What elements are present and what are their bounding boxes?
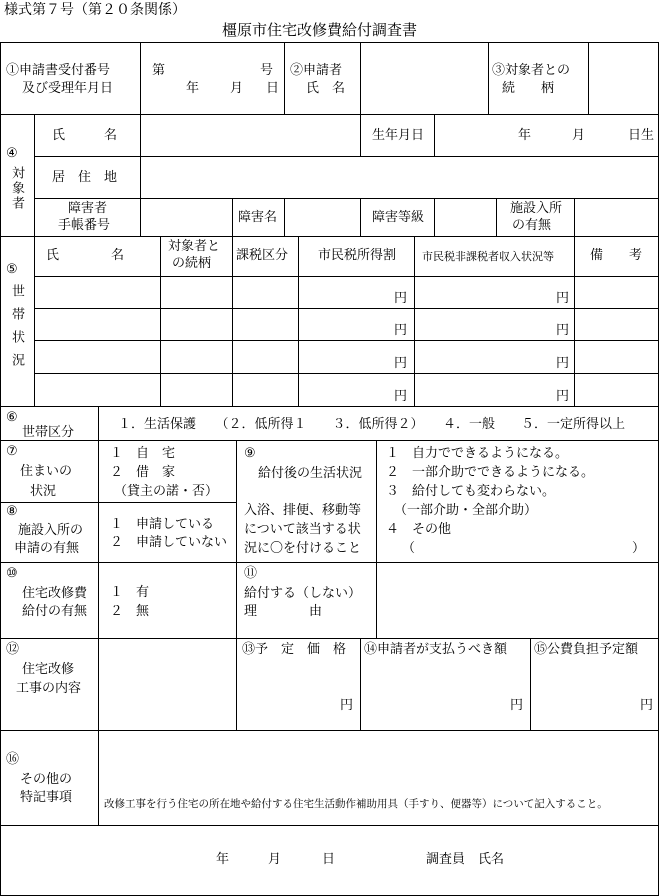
yen-unit: 円 xyxy=(556,291,570,306)
divider xyxy=(160,236,161,406)
app-no-label: 及び受理年月日 xyxy=(22,81,114,96)
pay-label: ⑭申請者が支払うべき額 xyxy=(364,642,508,657)
reason-label: 理 由 xyxy=(244,604,323,619)
divider xyxy=(34,156,659,157)
divider xyxy=(0,114,659,115)
yen-unit: 円 xyxy=(556,323,570,338)
divider xyxy=(98,562,99,638)
section-label: 対象者 xyxy=(9,166,24,211)
living-option: ２ 一部介助でできるようになる。 xyxy=(386,465,595,480)
divider xyxy=(34,198,659,199)
facility-label: の有無 xyxy=(512,218,552,233)
divider xyxy=(360,42,361,114)
col-name: 氏 名 xyxy=(46,248,125,263)
divider xyxy=(34,276,659,277)
divider xyxy=(34,373,659,374)
divider xyxy=(236,638,237,730)
go-label: 号 xyxy=(260,63,274,78)
day-label: 日 xyxy=(266,81,280,96)
public-label: ⑮公費負担予定額 xyxy=(534,642,639,657)
category-label: 世帯区分 xyxy=(22,425,75,440)
yen-unit: 円 xyxy=(394,389,408,404)
name-label: 氏 名 xyxy=(52,128,118,143)
divider xyxy=(496,198,497,236)
divider xyxy=(34,114,35,236)
notes-label: その他の xyxy=(20,772,73,787)
residence-option: ２ 借 家 xyxy=(110,465,176,480)
section-number: ⑤ xyxy=(6,262,18,277)
section-number: ⑨ xyxy=(244,446,256,461)
divider xyxy=(236,562,237,638)
dob-year: 年 xyxy=(518,128,532,143)
dob-month: 月 xyxy=(572,128,586,143)
living-note: 入浴、排便、移動等 xyxy=(244,503,362,518)
living-label: 給付後の生活状況 xyxy=(258,466,363,481)
handbook-label: 障害者 xyxy=(68,201,108,216)
divider xyxy=(0,502,236,503)
yen-unit: 円 xyxy=(510,698,524,713)
section-number: ④ xyxy=(6,146,18,161)
divider xyxy=(414,236,415,406)
divider xyxy=(0,236,659,237)
living-option: （一部介助・全部介助） xyxy=(394,503,538,518)
applicant-label: ②申請者 xyxy=(290,63,343,78)
yen-unit: 円 xyxy=(394,291,408,306)
col-note: 備 考 xyxy=(590,248,643,263)
prior-option: ２ 無 xyxy=(110,604,150,619)
frame-top xyxy=(0,42,659,43)
yen-unit: 円 xyxy=(556,389,570,404)
prior-label: 給付の有無 xyxy=(22,604,88,619)
category-options: １．生活保護 （２．低所得１ ３．低所得２） ４．一般 ５．一定所得以上 xyxy=(118,417,626,432)
handbook-label: 手帳番号 xyxy=(58,218,111,233)
living-note: について該当する状 xyxy=(244,522,361,537)
divider xyxy=(236,440,237,562)
section-number: ⑫ xyxy=(6,642,20,657)
yen-unit: 円 xyxy=(340,698,354,713)
paren-right: ） xyxy=(632,541,646,556)
divider xyxy=(98,638,99,730)
yen-unit: 円 xyxy=(556,356,570,371)
divider xyxy=(284,42,285,114)
divider xyxy=(360,198,361,236)
disability-name-label: 障害名 xyxy=(238,210,278,225)
divider xyxy=(588,42,589,114)
col-income: 市民税所得割 xyxy=(318,248,397,263)
col-relationship: の続柄 xyxy=(172,256,212,271)
paren-left: （ xyxy=(402,541,416,556)
applicant-label: 氏 名 xyxy=(306,81,346,96)
yen-unit: 円 xyxy=(640,698,654,713)
divider xyxy=(530,638,531,730)
dai-label: 第 xyxy=(152,63,166,78)
section-number: ⑯ xyxy=(6,752,20,767)
divider xyxy=(232,236,233,406)
facility-app-label: 施設入所の xyxy=(18,523,84,538)
footer-month: 月 xyxy=(268,852,282,867)
work-label: 住宅改修 xyxy=(22,662,75,677)
section-number: ⑧ xyxy=(6,504,18,519)
work-label: 工事の内容 xyxy=(16,681,82,696)
divider xyxy=(34,236,35,406)
section-number: ⑩ xyxy=(6,566,18,581)
col-tax: 課税区分 xyxy=(236,248,289,263)
divider xyxy=(34,308,659,309)
yen-unit: 円 xyxy=(394,356,408,371)
form-number: 様式第７号（第２０条関係） xyxy=(4,2,186,18)
section-label: 世帯状況 xyxy=(9,284,24,376)
address-label: 居 住 地 xyxy=(52,170,118,185)
living-note: 況に〇を付けること xyxy=(244,541,362,556)
disability-grade-label: 障害等級 xyxy=(372,210,425,225)
section-number: ⑦ xyxy=(6,444,18,459)
divider xyxy=(298,236,299,406)
residence-label: 住まいの xyxy=(20,464,73,479)
facility-app-option: １ 申請している xyxy=(110,517,215,532)
facility-app-option: ２ 申請していない xyxy=(110,535,228,550)
app-no-label: ①申請書受付番号 xyxy=(6,63,111,78)
divider xyxy=(34,340,659,341)
divider xyxy=(98,730,99,825)
price-label: ⑬予 定 価 格 xyxy=(242,642,347,657)
form-title: 橿原市住宅改修費給付調査書 xyxy=(222,21,418,39)
footer-day: 日 xyxy=(322,852,336,867)
living-option: ３ 給付しても変わらない。 xyxy=(386,484,556,499)
dob-label: 生年月日 xyxy=(372,128,425,143)
divider xyxy=(98,440,99,562)
divider xyxy=(360,114,361,156)
divider xyxy=(140,114,141,236)
residence-option: （貸主の諾・否） xyxy=(114,484,219,499)
inspector-label: 調査員 氏名 xyxy=(426,852,505,867)
col-relationship: 対象者と xyxy=(168,239,221,254)
reason-label: 給付する（しない） xyxy=(244,586,362,601)
divider xyxy=(376,440,377,562)
prior-option: １ 有 xyxy=(110,585,150,600)
section-number: ⑥ xyxy=(6,410,18,425)
divider xyxy=(488,42,489,114)
section-number: ⑪ xyxy=(244,566,258,581)
living-option: ４ その他 xyxy=(386,522,452,537)
year-label: 年 xyxy=(186,81,200,96)
living-option: １ 自力でできるようになる。 xyxy=(386,446,569,461)
yen-unit: 円 xyxy=(394,323,408,338)
prior-label: 住宅改修費 xyxy=(22,586,88,601)
divider xyxy=(574,198,575,236)
facility-app-label: 申請の有無 xyxy=(14,541,80,556)
footer-year: 年 xyxy=(216,852,230,867)
divider xyxy=(376,562,377,638)
col-nontax: 市民税非課税者収入状況等 xyxy=(422,250,554,263)
dob-day: 日生 xyxy=(628,128,655,143)
facility-label: 施設入所 xyxy=(510,201,563,216)
notes-label: 特記事項 xyxy=(20,790,73,805)
divider xyxy=(574,236,575,406)
divider xyxy=(360,638,361,730)
residence-option: １ 自 宅 xyxy=(110,446,176,461)
notes-instruction: 改修工事を行う住宅の所在地や給付する住宅生活動作補助用具（手すり、便器等）について記入すること。 xyxy=(104,798,608,810)
divider xyxy=(98,406,99,440)
residence-label: 状況 xyxy=(30,484,57,499)
divider xyxy=(232,198,233,236)
relationship-label: ③対象者との xyxy=(492,63,571,78)
divider xyxy=(284,198,285,236)
divider xyxy=(140,42,141,114)
divider xyxy=(0,825,659,826)
divider xyxy=(434,114,435,156)
month-label: 月 xyxy=(230,81,244,96)
divider xyxy=(434,198,435,236)
frame-left xyxy=(0,42,1,896)
relationship-label: 続 柄 xyxy=(502,81,555,96)
